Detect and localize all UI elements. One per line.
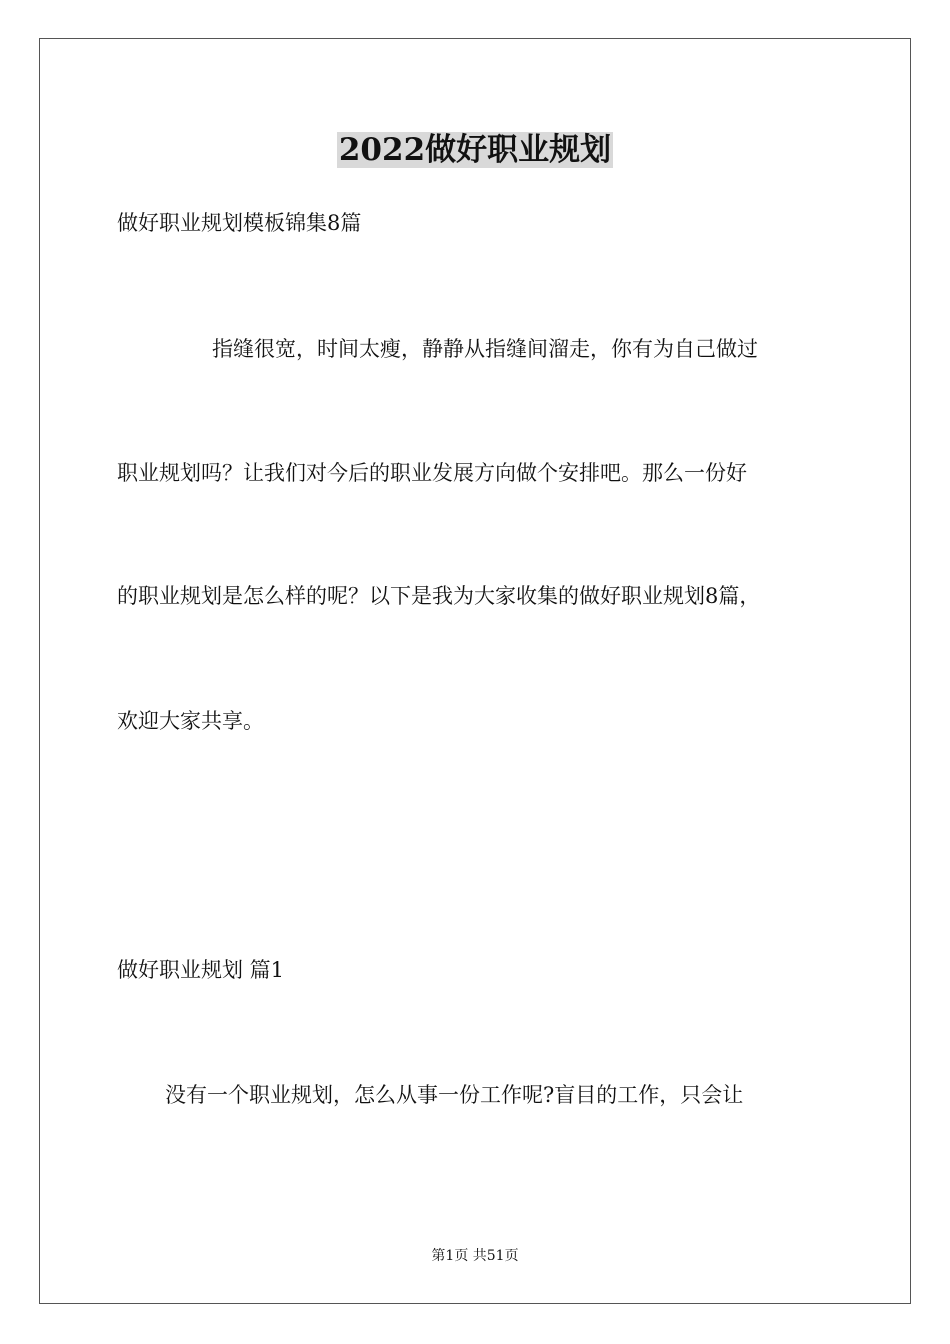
- intro-line-1: 指缝很宽，时间太瘦，静静从指缝间溜走，你有为自己做过: [212, 337, 758, 361]
- section-paragraph-line: 没有一个职业规划，怎么从事一份工作呢?盲目的工作，只会让: [165, 1083, 744, 1107]
- section-heading: 做好职业规划 篇1: [117, 958, 285, 982]
- intro-line-2: 职业规划吗？让我们对今后的职业发展方向做个安排吧。那么一份好: [117, 461, 747, 485]
- intro-line-4: 欢迎大家共享。: [117, 709, 264, 733]
- intro-line-3: 的职业规划是怎么样的呢？以下是我为大家收集的做好职业规划8篇，: [117, 584, 761, 608]
- document-title: [0, 128, 950, 172]
- document-title-text: 2022做好职业规划: [338, 132, 612, 168]
- page-footer: 第1页 共51页: [431, 1248, 519, 1264]
- document-subtitle: 做好职业规划模板锦集8篇: [117, 211, 362, 235]
